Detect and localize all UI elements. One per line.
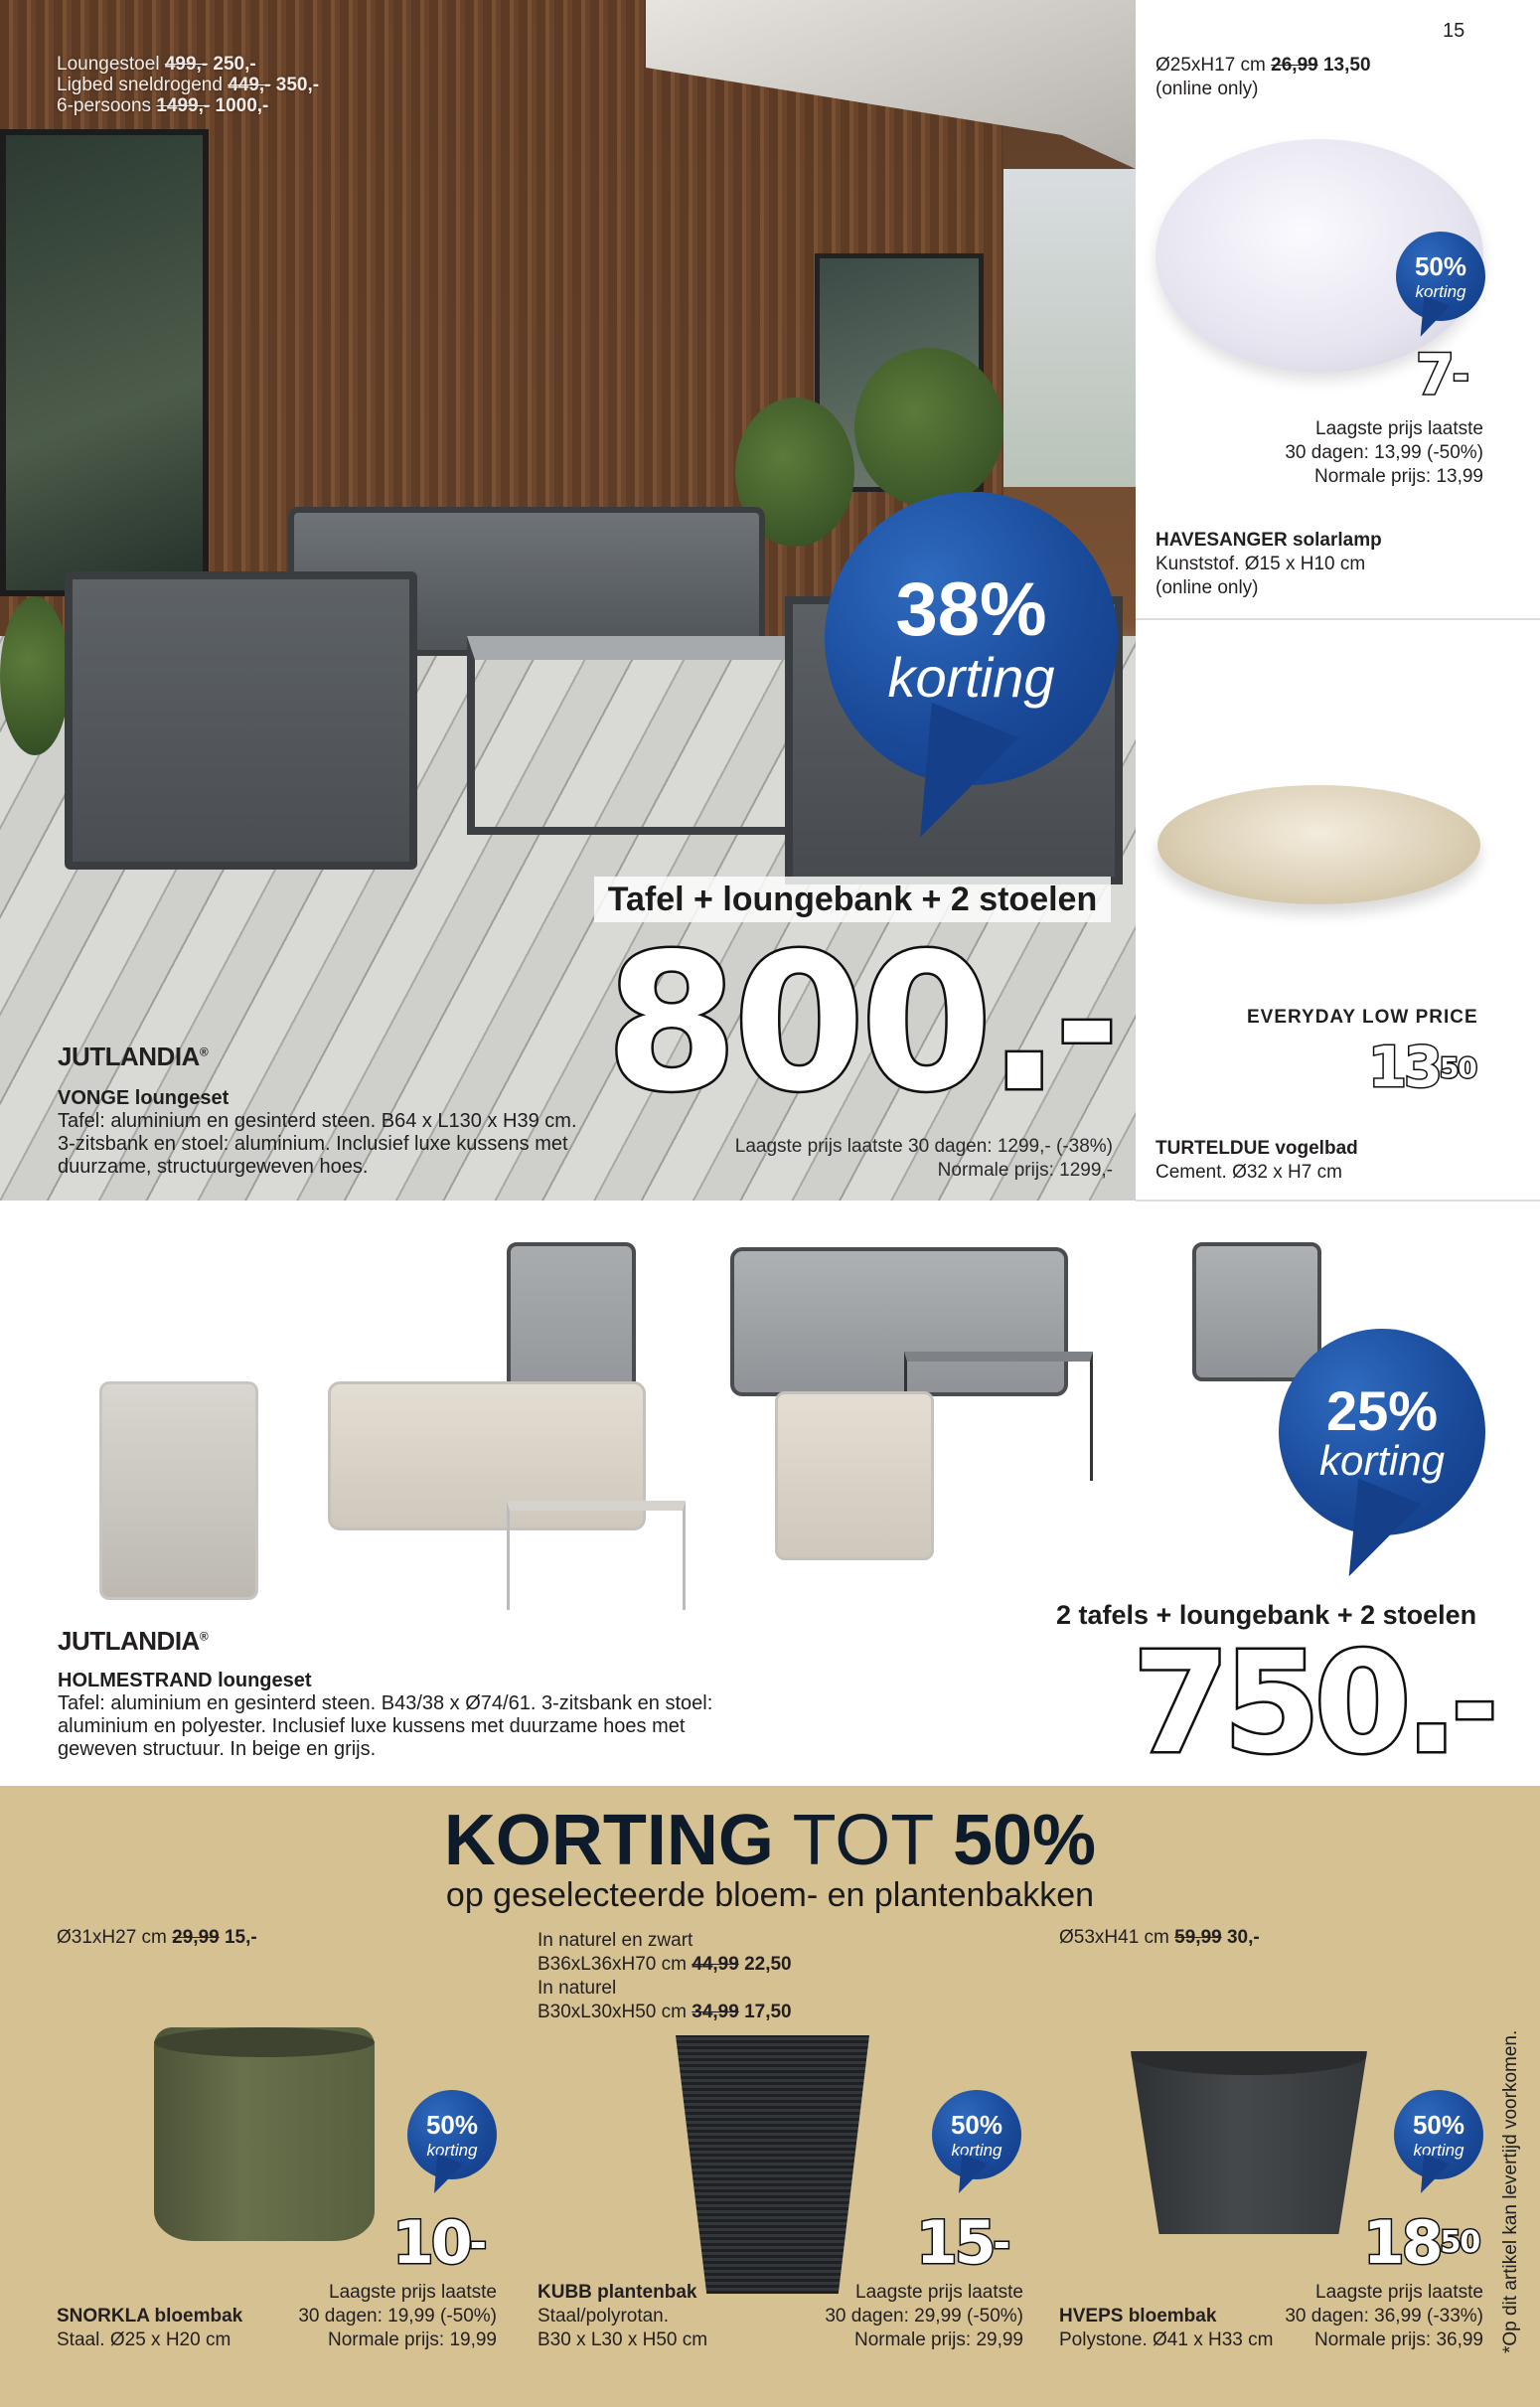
lavender-plant [0, 596, 70, 755]
hero-set-label: Tafel + loungebank + 2 stoelen [594, 877, 1111, 922]
kubb-price-notes: Laagste prijs laatste 30 dagen: 29,99 (-50%) Normale prijs: 29,99 [825, 2282, 1023, 2350]
kubb-planter-image [676, 2035, 869, 2294]
product-title: VONGE loungeset [58, 1087, 230, 1109]
hveps-price: $18^{50}$ [1363, 2208, 1480, 2278]
hero-product-info [58, 1087, 577, 1179]
holmestrand-product-info: HOLMESTRAND loungeset Tafel: aluminium en gesinterd steen. B43/38 x Ø74/61. 3-zitsbank en stoel: aluminium en polyester. Inclusief luxe kussens met duurzame hoes met geweven structuur. In beige en grijs. [58, 1670, 713, 1760]
potted-plant [854, 348, 1003, 507]
hero-price-notes [596, 1135, 1113, 1183]
divider [1136, 1200, 1540, 1202]
discount-badge-25: 25% korting [1279, 1329, 1485, 1535]
everyday-low-price-tag: EVERYDAY LOW PRICE [1247, 1007, 1478, 1028]
hveps-product-info: HVEPS bloembak Polystone. Ø41 x H33 cm [1059, 2306, 1274, 2350]
vogelbad-image [1157, 785, 1480, 904]
planters-headline: KORTING TOT 50% [443, 1801, 1097, 1880]
holmestrand-beige-set-image [99, 1371, 954, 1620]
discount-badge-50-snorkla: 50% korting [407, 2090, 497, 2179]
related-price-row: Ligbed sneldrogend 449,- 350,- [57, 75, 320, 95]
delivery-time-disclaimer: *Op dit artikel kan levertijd voorkomen. [1500, 2029, 1521, 2353]
product-description-line: duurzame, structuurgeweven hoes. [58, 1156, 369, 1178]
brand-logo-jutlandia: JUTLANDIA® [58, 1042, 209, 1071]
kubb-product-info: KUBB plantenbak Staal/polyrotan. B30 x L30 x H50 cm [538, 2282, 708, 2350]
vogelbad-product-info: TURTELDUE vogelbad Cement. Ø32 x H7 cm [1155, 1138, 1358, 1183]
snorkla-product-info: SNORKLA bloembak Staal. Ø25 x H20 cm [57, 2306, 243, 2350]
related-price-row: 6-persoons 1499,- 1000,- [57, 95, 269, 116]
holmestrand-price: 750.- [1133, 1623, 1492, 1785]
speech-bubble-tail [1323, 1479, 1422, 1592]
vogelbad-price: $13^{50}$ [1368, 1036, 1476, 1100]
product-description-line: 3-zitsbank en stoel: aluminium. Inclusief luxe kussens met [58, 1133, 568, 1155]
holmestrand-set-label: 2 tafels + loungebank + 2 stoelen [1056, 1600, 1477, 1630]
window-left [0, 129, 209, 596]
coffee-table [467, 636, 795, 835]
badge-percent: 38% [895, 567, 1047, 652]
solarlamp-variant: Ø25xH17 cm 26,99 13,50 (online only) [1155, 55, 1371, 99]
solarlamp-product-info: HAVESANGER solarlamp Kunststof. Ø15 x H10 cm (online only) [1155, 530, 1382, 598]
brand-logo-jutlandia: JUTLANDIA® [58, 1626, 209, 1656]
related-price-row: Loungestoel 499,- 250,- [57, 54, 256, 75]
lowest-price-note: Laagste prijs laatste 30 dagen: 1299,- (-38%) [734, 1136, 1113, 1157]
discount-badge-38 [825, 492, 1118, 785]
snorkla-planter-image [154, 2027, 375, 2241]
snorkla-price-notes: Laagste prijs laatste 30 dagen: 19,99 (-50%) Normale prijs: 19,99 [298, 2282, 497, 2350]
solarlamp-price-notes: Laagste prijs laatste 30 dagen: 13,99 (-50%) Normale prijs: 13,99 [1285, 418, 1483, 487]
hveps-price-notes: Laagste prijs laatste 30 dagen: 36,99 (-33%) Normale prijs: 36,99 [1285, 2282, 1483, 2350]
planters-subline: op geselecteerde bloem- en plantenbakken [445, 1876, 1095, 1914]
hero-related-prices [57, 54, 319, 116]
divider [1136, 618, 1540, 620]
kubb-price: 15- [916, 2208, 1007, 2278]
hveps-planter-image [1131, 2035, 1367, 2234]
snorkla-variant: Ø31xH27 cm 29,99 15,- [57, 1927, 257, 1948]
lounge-chair-left [65, 571, 417, 870]
product-description-line: Tafel: aluminium en gesinterd steen. B64 x L130 x H39 cm. [58, 1110, 577, 1132]
solarlamp-price: 7- [1416, 343, 1467, 407]
kubb-variants: In naturel en zwart B36xL36xH70 cm 44,99 22,50 In naturel B30xL30xH50 cm 34,99 17,50 [538, 1930, 792, 2022]
background-garden [1003, 169, 1136, 487]
normal-price-note: Normale prijs: 1299,- [937, 1160, 1113, 1181]
badge-label: korting [887, 646, 1055, 709]
discount-badge-50-solarlamp: 50% korting [1396, 232, 1485, 321]
page-number: 15 [1443, 20, 1465, 42]
hveps-variant: Ø53xH41 cm 59,99 30,- [1059, 1927, 1260, 1948]
snorkla-price: 10- [392, 2208, 484, 2278]
hero-price: 800.- [606, 913, 1115, 1133]
discount-badge-50-hveps: 50% korting [1394, 2090, 1483, 2179]
discount-badge-50-kubb: 50% korting [932, 2090, 1021, 2179]
